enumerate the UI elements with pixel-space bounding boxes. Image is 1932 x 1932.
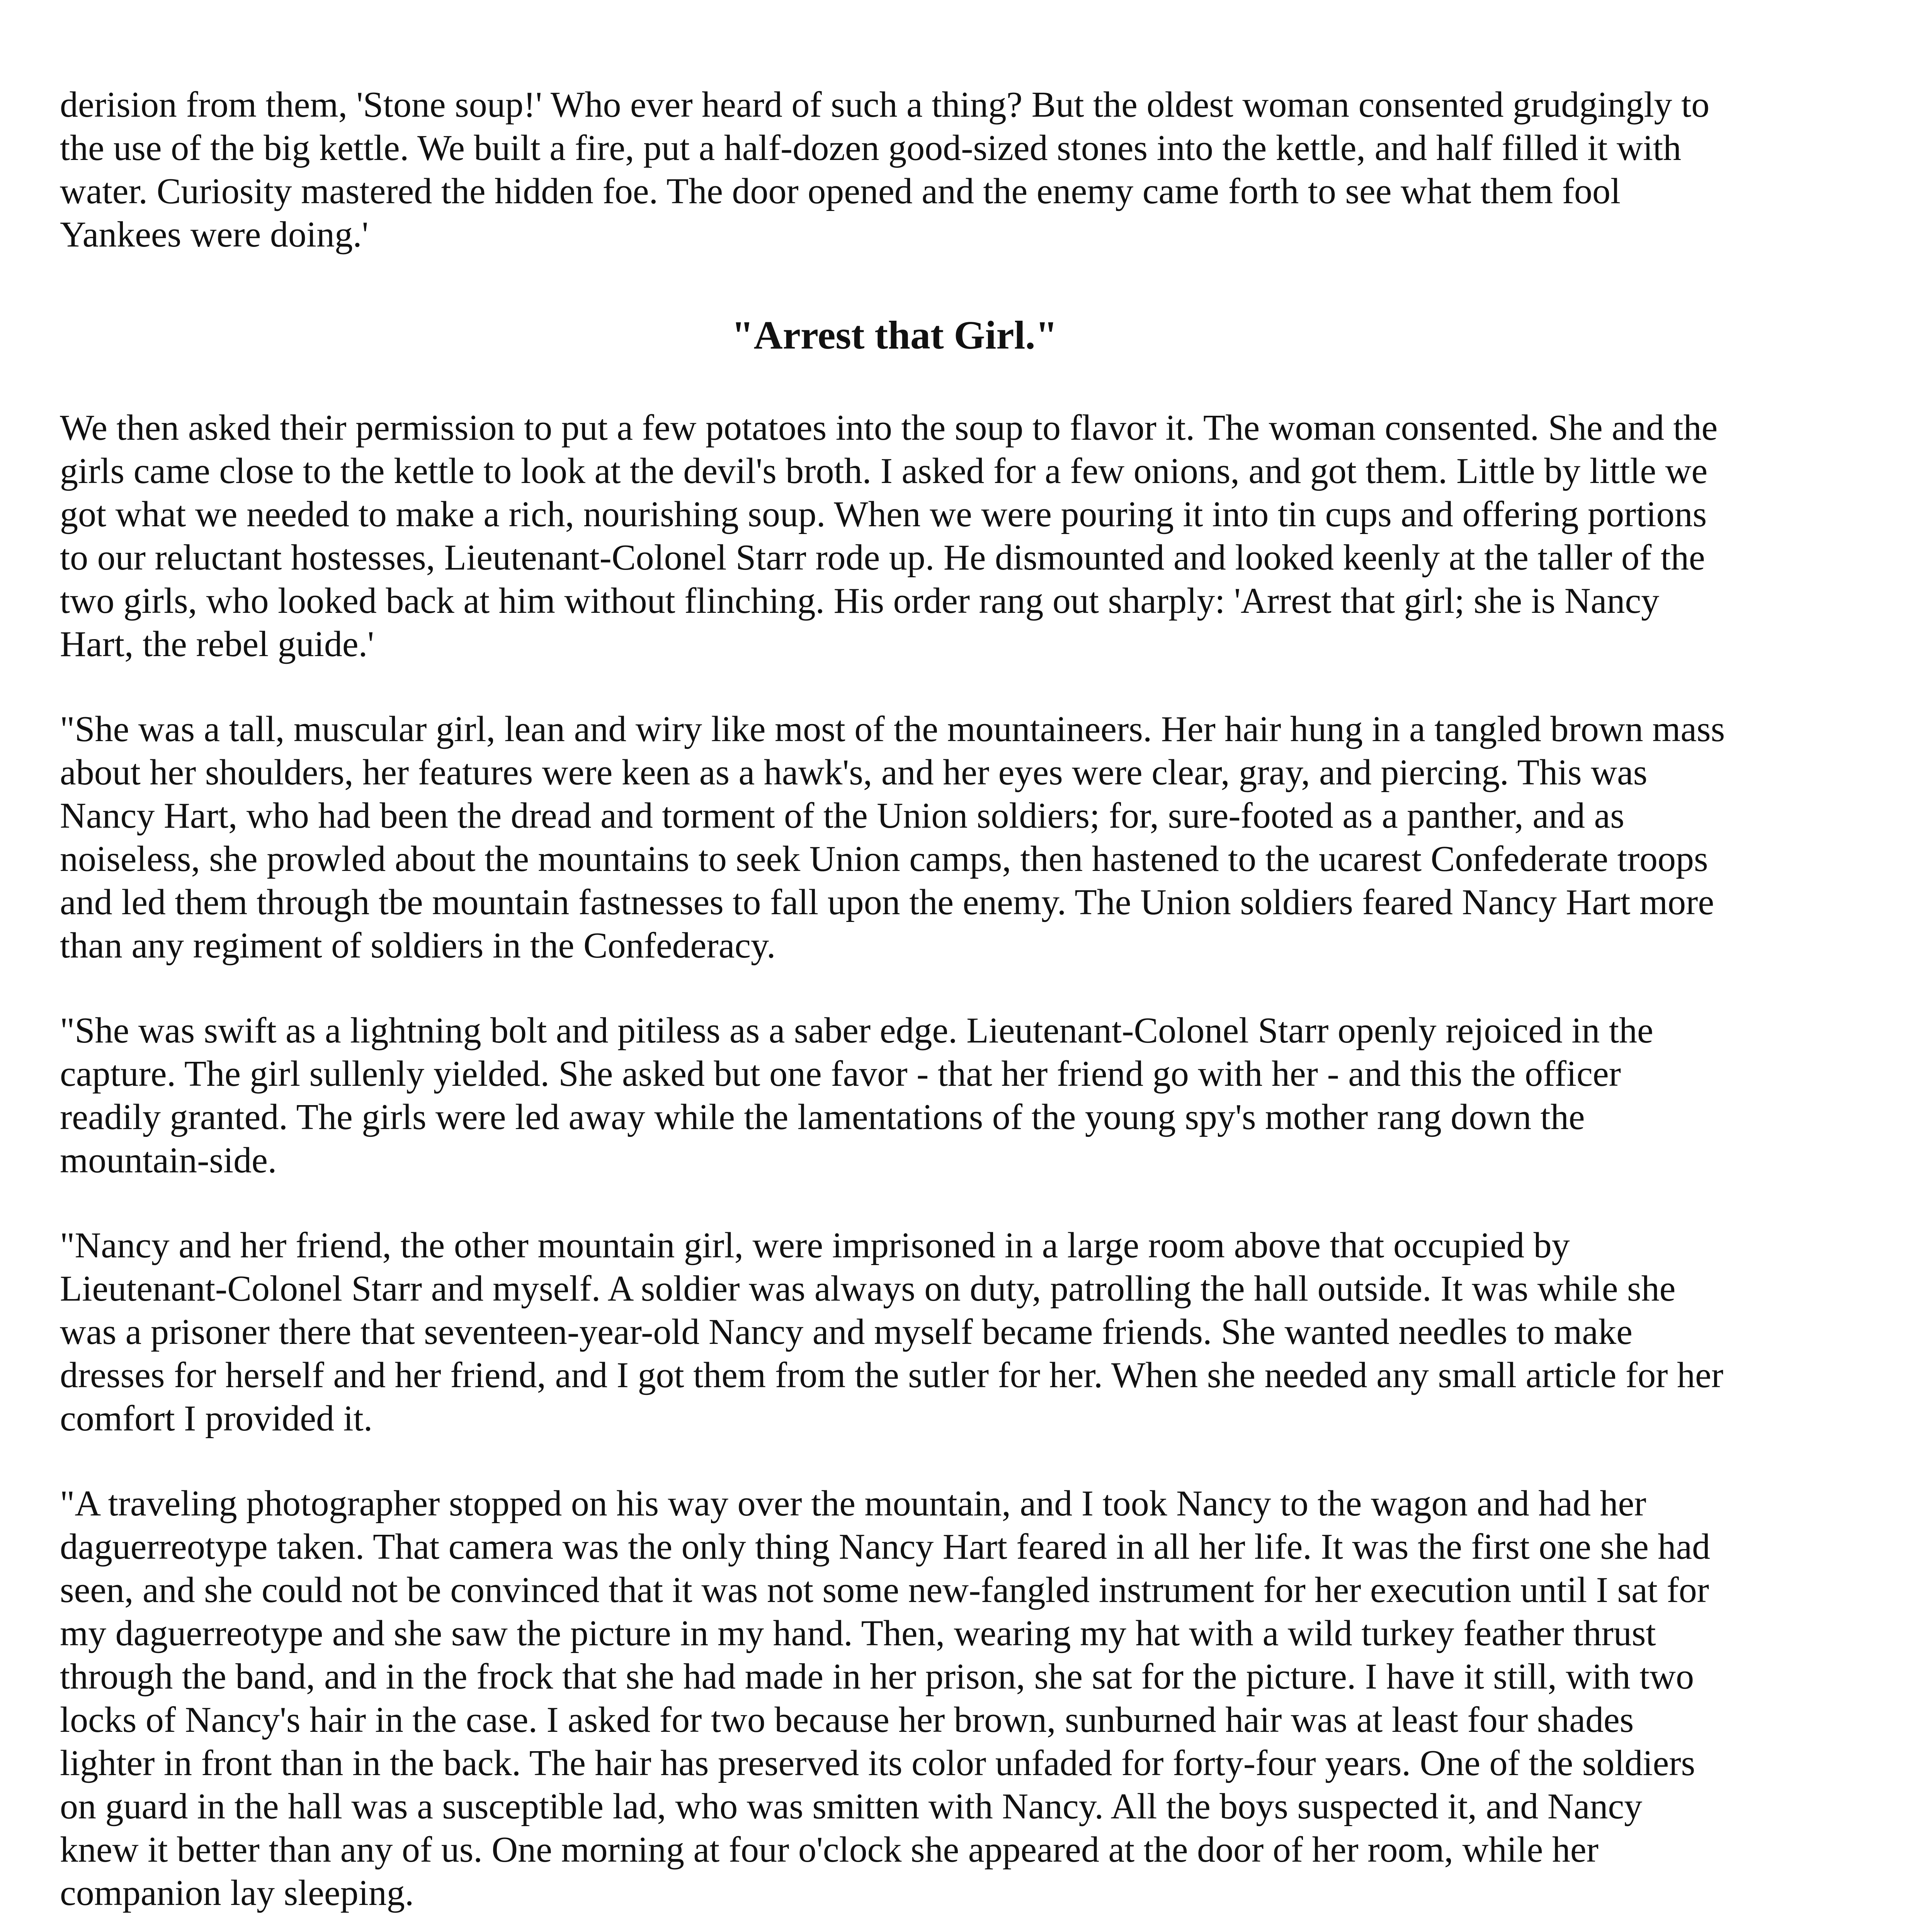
paragraph: "She was swift as a lightning bolt and pitiless as a saber edge. Lieutenant-Colonel Starr openly rejoiced in the capture. The girl sullenly yielded. She asked but one favor - that her friend go with her - and this the officer readily granted. The girls were led away while the lamentations of the young spy's mother rang down the mountain-side. <box>60 1010 1653 1180</box>
paragraph-intro: derision from them, 'Stone soup!' Who ever heard of such a thing? But the oldest woman consented grudgingly to the use of the big kettle. We built a fire, put a half-dozen good-sized stones into the kettle, and half filled it with water. Curiosity mastered the hidden foe. The door opened and the enemy came forth to see what them fool Yankees were doing.' <box>60 85 1710 255</box>
paragraph: We then asked their permission to put a few potatoes into the soup to flavor it. The woman consented. She and the girls came close to the kettle to look at the devil's broth. I asked for a few onions, and got them. Little by little we got what we needed to make a rich, nourishing soup. When we were pouring it into tin cups and offering portions to our reluctant hostesses, Lieutenant-Colonel Starr rode up. He dismounted and looked keenly at the taller of the two girls, who looked back at him without flinching. His order rang out sharply: 'Arrest that girl; she is Nancy Hart, the rebel guide.' <box>60 408 1718 664</box>
section-heading-arrest-that-girl: "Arrest that Girl." <box>731 313 1058 357</box>
article-body <box>60 83 1729 1932</box>
paragraph: "She was a tall, muscular girl, lean and wiry like most of the mountaineers. Her hair hung in a tangled brown mass about her shoulders, her features were keen as a hawk's, and her eyes were clear, gray, and piercing. This was Nancy Hart, who had been the dread and torment of the Union soldiers; for, sure-footed as a panther, and as noiseless, she prowled about the mountains to seek Union camps, then hastened to the ucarest Confederate troops and led them through tbe mountain fastnesses to fall upon the enemy. The Union soldiers feared Nancy Hart more than any regiment of soldiers in the Confederacy. <box>60 709 1725 966</box>
paragraph: "Nancy and her friend, the other mountain girl, were imprisoned in a large room above that occupied by Lieutenant-Colonel Starr and myself. A soldier was always on duty, patrolling the hall outside. It was while she was a prisoner there that seventeen-year-old Nancy and myself became friends. She wanted needles to make dresses for herself and her friend, and I got them from the sutler for her. When she needed any small article for her comfort I provided it. <box>60 1225 1723 1439</box>
paragraph: "A traveling photographer stopped on his way over the mountain, and I took Nancy to the wagon and had her daguerreotype taken. That camera was the only thing Nancy Hart feared in all her life. It was the first one she had seen, and she could not be convinced that it was not some new-fangled instrument for her execution until I sat for my daguerreotype and she saw the picture in my hand. Then, wearing my hat with a wild turkey feather thrust through the band, and in the frock that she had made in her prison, she sat for the picture. I have it still, with two locks of Nancy's hair in the case. I asked for two because her brown, sunburned hair was at least four shades lighter in front than in the back. The hair has preserved its color unfaded for forty-four years. One of the soldiers on guard in the hall was a susceptible lad, who was smitten with Nancy. All the boys suspected it, and Nancy knew it better than any of us. One morning at four o'clock she appeared at the door of her room, while her companion lay sleeping. <box>60 1483 1710 1913</box>
